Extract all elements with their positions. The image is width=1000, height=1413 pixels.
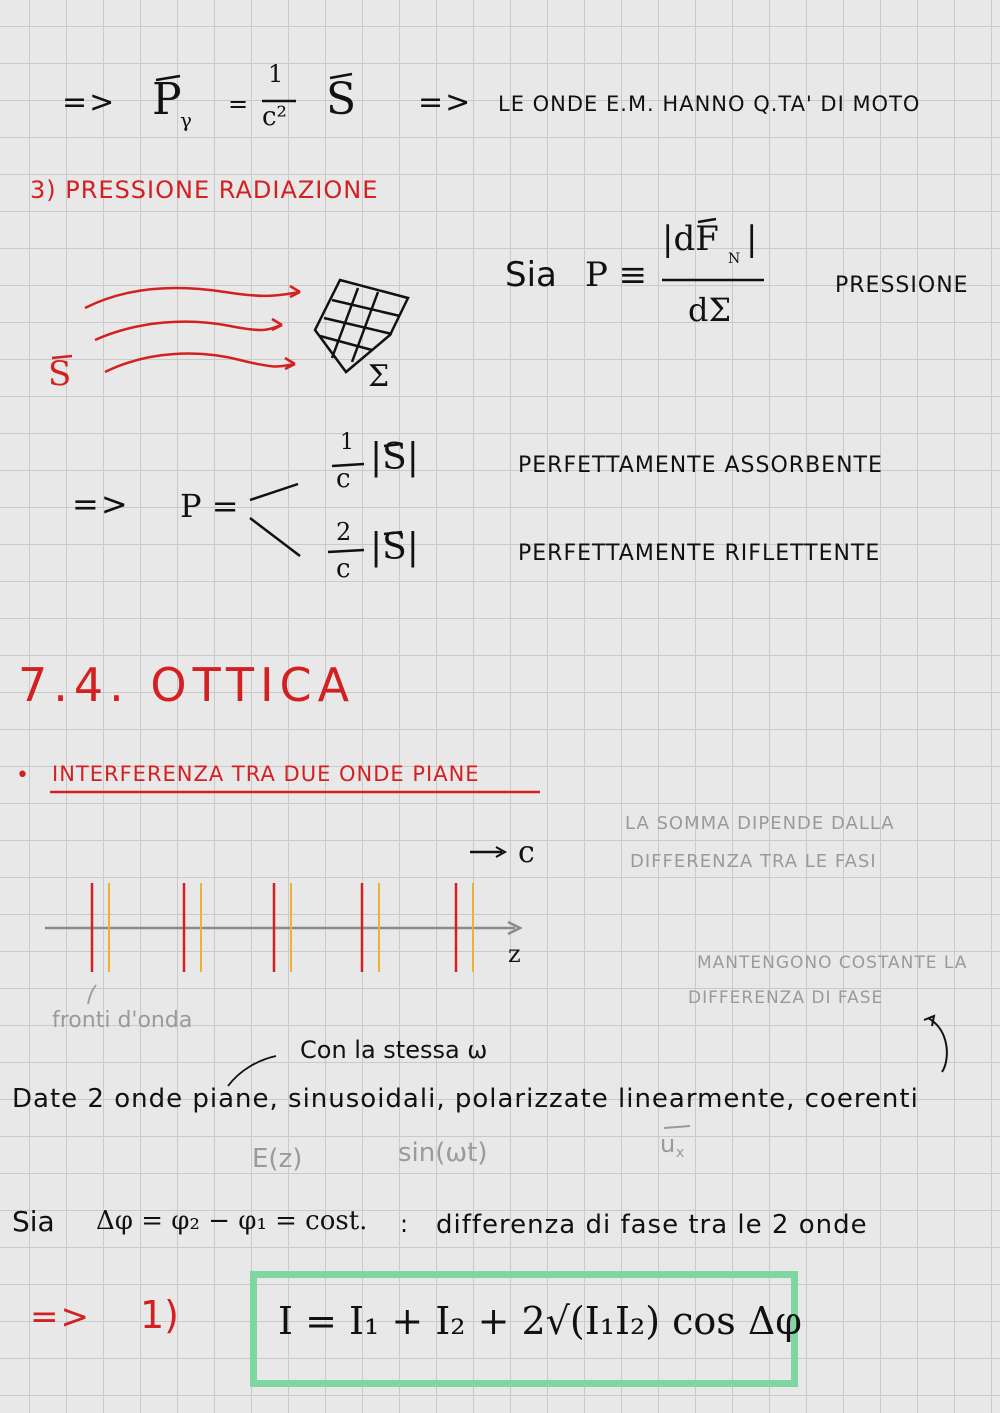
pressure-denominator: dΣ — [688, 291, 732, 329]
coherence-note-line1: MANTENGONO COSTANTE LA — [697, 953, 968, 973]
phase-description: differenza di fase tra le 2 onde — [436, 1210, 868, 1240]
pressure-numerator-end: | — [746, 219, 758, 259]
phase-colon: : — [400, 1210, 409, 1238]
momentum-statement: LE ONDE E.M. HANNO Q.TA' DI MOTO — [498, 92, 921, 116]
fraction-denominator: c² — [262, 102, 287, 132]
wavefront-pointer — [88, 985, 96, 1004]
wave-diagram — [45, 847, 947, 1072]
sinusoid-annotation: sin(ωt) — [398, 1138, 488, 1168]
case2-frac-num: 2 — [336, 518, 352, 546]
coherence-pointer — [928, 1018, 947, 1072]
case2-poynting-magnitude: |S| — [370, 527, 419, 568]
field-annotation: E(z) — [252, 1144, 303, 1174]
radiation-arrow-3 — [105, 354, 295, 372]
case2-frac-den: c — [336, 554, 351, 584]
implies-arrow-3: => — [72, 485, 130, 523]
wavefronts-label: fronti d'onda — [52, 1008, 193, 1033]
radiation-arrows — [52, 286, 300, 372]
equals-sign: = — [228, 90, 249, 118]
implies-arrow-4: => — [30, 1297, 91, 1337]
polarization-annotation: u — [660, 1130, 676, 1158]
polarization-annotation-subscript: x — [676, 1145, 685, 1161]
poynting-label: S — [48, 354, 72, 394]
case1-frac-den: c — [336, 464, 351, 494]
unit-vector-arrow — [664, 1126, 690, 1128]
sum-note-line1: LA SOMMA DIPENDE DALLA — [625, 813, 895, 834]
cases-brace — [250, 444, 402, 556]
section-pressure-title: 3) PRESSIONE RADIAZIONE — [30, 176, 379, 204]
pressure-numerator-subscript: N — [728, 251, 741, 267]
case1-label: PERFETTAMENTE ASSORBENTE — [518, 453, 883, 478]
section-optics-title: 7.4. OTTICA — [18, 658, 356, 712]
pressure-cases-symbol: P = — [180, 487, 239, 525]
omega-pointer — [228, 1056, 276, 1086]
poynting-label-arrow — [52, 356, 72, 358]
bullet-dot: • — [16, 763, 29, 788]
waves-sentence: Date 2 onde piane, sinusoidali, polarizzate linearmente, coerenti — [12, 1084, 919, 1114]
case1-poynting-magnitude: |S| — [370, 437, 419, 478]
same-omega-note: Con la stessa ω — [300, 1036, 488, 1064]
sia-label-2: Sia — [12, 1205, 55, 1238]
momentum-vector-arrow — [156, 76, 180, 80]
result-number: 1) — [140, 1293, 180, 1337]
case1-frac-num: 1 — [340, 430, 354, 455]
radiation-arrow-2 — [95, 322, 282, 340]
sum-note-line2: DIFFERENZA TRA LE FASI — [630, 851, 877, 872]
z-axis-label: z — [508, 940, 521, 968]
implies-arrow: => — [62, 85, 117, 120]
poynting-symbol: S — [326, 74, 357, 125]
surface-label: Σ — [368, 359, 390, 394]
case2-label: PERFETTAMENTE RIFLETTENTE — [518, 541, 881, 566]
fraction-numerator: 1 — [268, 60, 284, 88]
pressure-symbol: P ≡ — [585, 255, 648, 295]
pressure-numerator: |dF — [662, 219, 719, 259]
momentum-symbol: P — [152, 74, 182, 125]
interference-formula: I = I₁ + I₂ + 2√(I₁I₂) cos Δφ — [278, 1299, 802, 1343]
force-vector-arrow — [698, 219, 716, 222]
implies-arrow-2: => — [418, 85, 473, 120]
speed-label: c — [518, 835, 535, 870]
pressure-label: PRESSIONE — [835, 273, 969, 298]
poynting-vector-arrow — [330, 74, 352, 78]
vector-marks — [156, 74, 352, 101]
phase-difference-equation: Δφ = φ₂ − φ₁ = cost. — [96, 1206, 368, 1236]
coherence-note-line2: DIFFERENZA DI FASE — [688, 988, 884, 1008]
momentum-subscript: γ — [180, 108, 192, 132]
surface-grid — [315, 280, 408, 372]
radiation-arrow-1 — [85, 288, 300, 308]
interference-heading: INTERFERENZA TRA DUE ONDE PIANE — [52, 762, 480, 786]
sia-label: Sia — [505, 255, 557, 295]
